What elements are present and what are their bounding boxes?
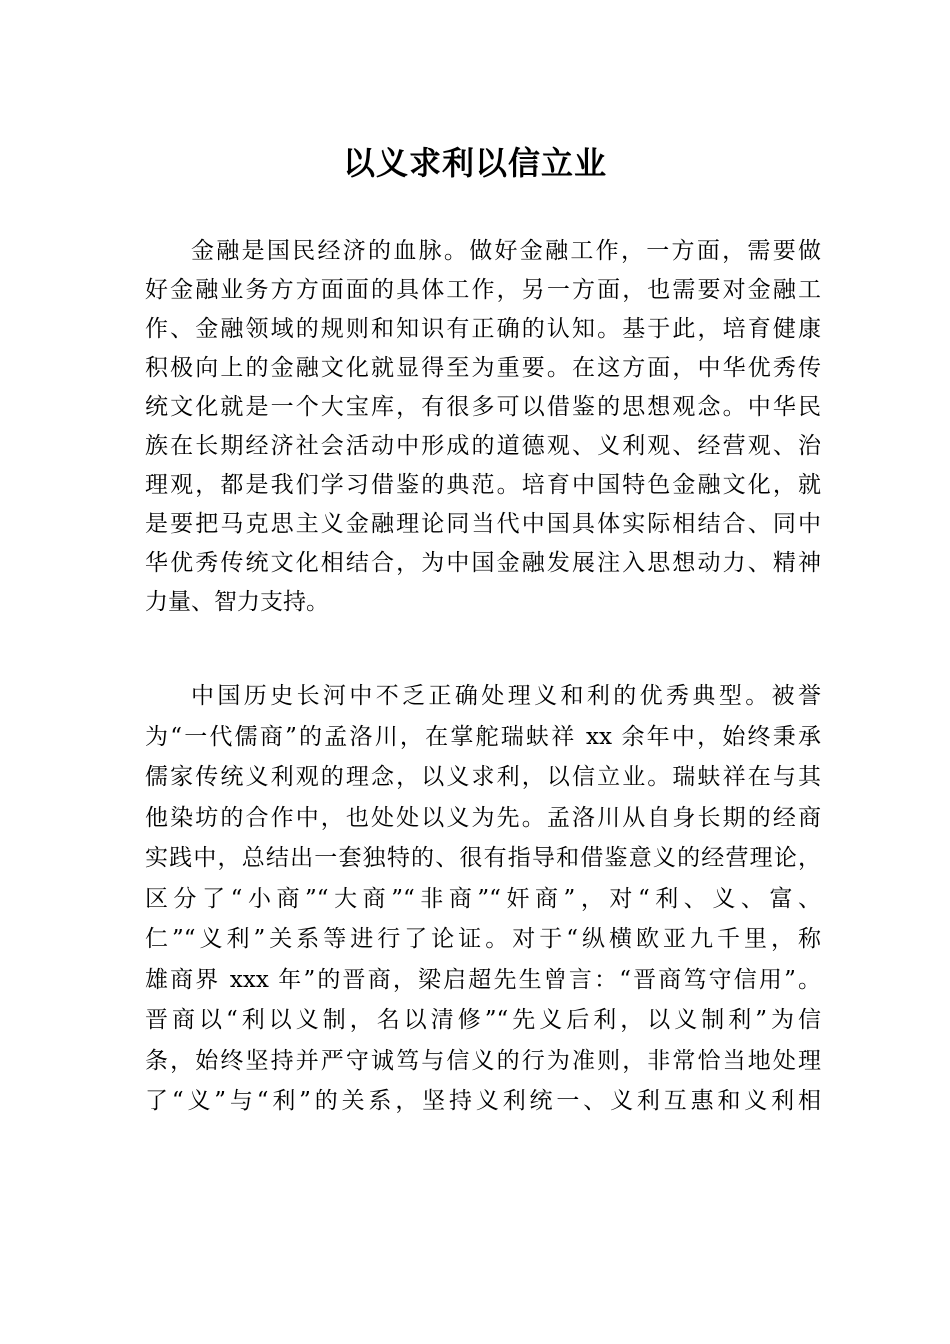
text-line: 区分了“小商”“大商”“非商”“奸商”，对“利、义、富、 bbox=[145, 885, 821, 912]
text-line: 积极向上的金融文化就显得至为重要。在这方面，中华优秀传 bbox=[145, 355, 821, 381]
text-line: 族在长期经济社会活动中形成的道德观、义利观、经营观、治 bbox=[145, 433, 821, 459]
text-line: 仁”“义利”关系等进行了论证。对于“纵横欧亚九千里，称 bbox=[145, 926, 821, 952]
text-line: 雄商界 xxx 年”的晋商，梁启超先生曾言：“晋商笃守信用”。 bbox=[145, 966, 821, 993]
text-line: 好金融业务方方面面的具体工作，另一方面，也需要对金融工 bbox=[145, 277, 821, 303]
text-line: 条，始终坚持并严守诚笃与信义的行为准则，非常恰当地处理 bbox=[145, 1047, 821, 1074]
paragraph-1 bbox=[145, 232, 821, 622]
text-line: 是要把马克思主义金融理论同当代中国具体实际相结合、同中 bbox=[145, 511, 821, 537]
paragraph-2 bbox=[145, 676, 821, 1122]
text-line: 实践中，总结出一套独特的、很有指导和借鉴意义的经营理论， bbox=[145, 845, 821, 871]
text-line: 中国历史长河中不乏正确处理义和利的优秀典型。被誉 bbox=[191, 683, 821, 709]
text-line: 统文化就是一个大宝库，有很多可以借鉴的思想观念。中华民 bbox=[145, 394, 821, 420]
text-line: 儒家传统义利观的理念，以义求利，以信立业。瑞蚨祥在与其 bbox=[145, 764, 821, 790]
text-line: 作、金融领域的规则和知识有正确的认知。基于此，培育健康 bbox=[145, 316, 821, 342]
document-title: 以义求利以信立业 bbox=[342, 144, 607, 182]
text-line: 他染坊的合作中，也处处以义为先。孟洛川从自身长期的经商 bbox=[145, 804, 821, 831]
text-line: 力量、智力支持。 bbox=[145, 589, 329, 615]
text-line: 为“一代儒商”的孟洛川，在掌舵瑞蚨祥 xx 余年中，始终秉承 bbox=[145, 723, 821, 750]
text-line: 晋商以“利以义制，名以清修”“先义后利，以义制利”为信 bbox=[145, 1007, 821, 1033]
text-line: 金融是国民经济的血脉。做好金融工作，一方面，需要做 bbox=[191, 238, 821, 264]
text-line: 华优秀传统文化相结合，为中国金融发展注入思想动力、精神 bbox=[145, 550, 821, 576]
text-line: 了“义”与“利”的关系，坚持义利统一、义利互惠和义利相 bbox=[145, 1088, 821, 1114]
text-line: 理观，都是我们学习借鉴的典范。培育中国特色金融文化，就 bbox=[145, 472, 821, 498]
